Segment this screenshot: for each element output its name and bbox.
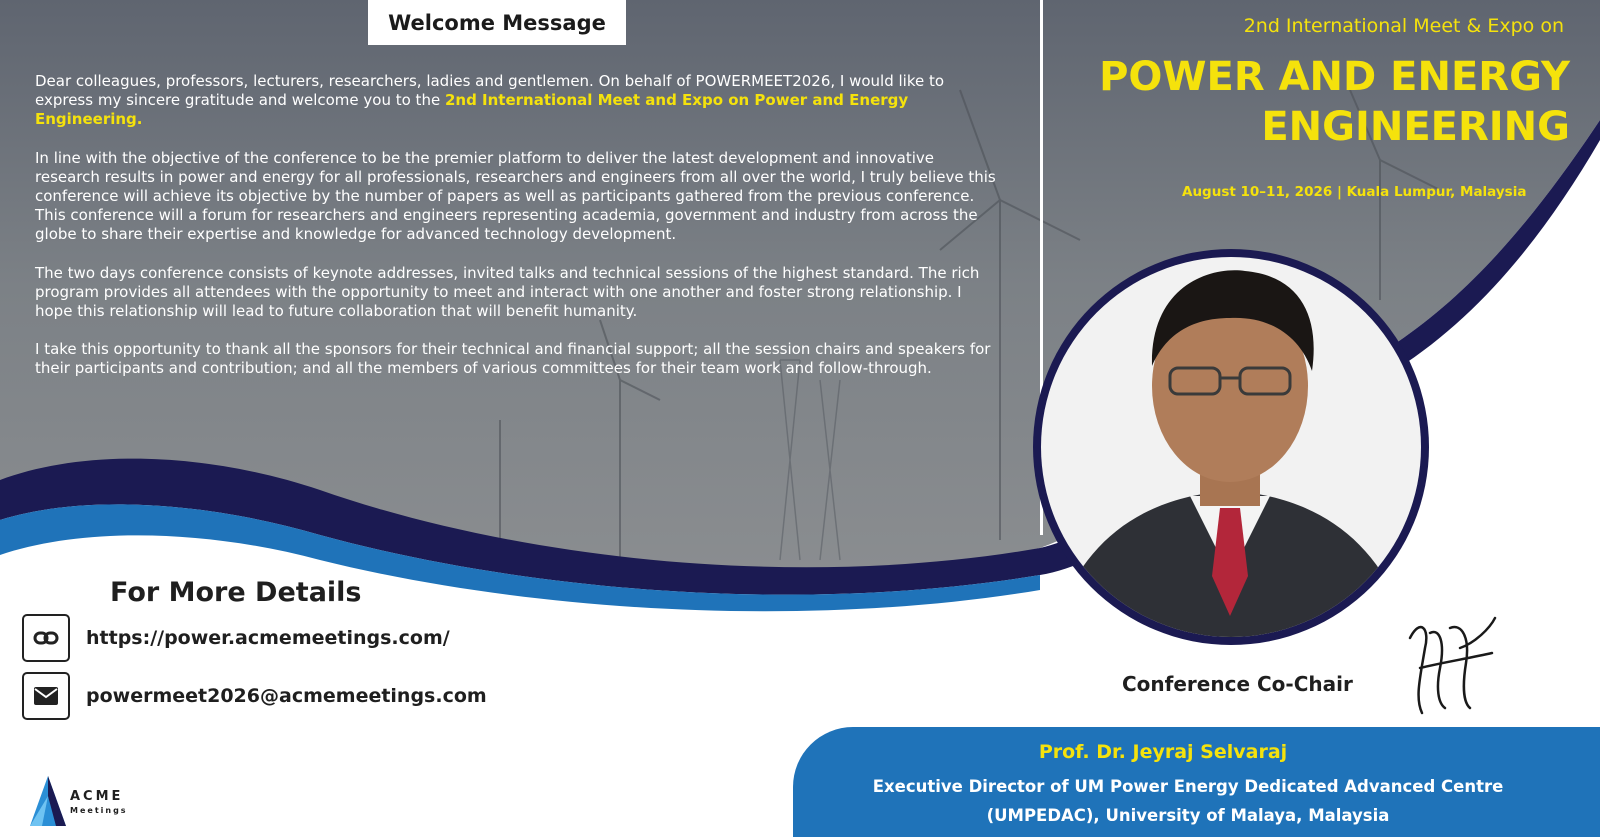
letter-paragraph-4: I take this opportunity to thank all the sponsors for their technical and financial support; all the session chairs and speakers for their participants and contribution; and all the members of various committees for their team work and follow-through. — [35, 340, 991, 378]
welcome-message-tab: Welcome Message — [368, 0, 626, 45]
link-icon — [22, 614, 70, 662]
mail-icon — [22, 672, 70, 720]
welcome-letter — [35, 72, 1000, 398]
chair-portrait — [1030, 246, 1432, 648]
letter-paragraph-2: In line with the objective of the conference to be the premier platform to deliver the latest development and innovative research results in power and energy for all professionals, researchers and engineers from all over the world, I truly believe this conference will achieve its objective by the number of papers as well as participants gathered from the previous conference. This conference will a forum for researchers and engineers representing academia, government and industry from across the globe to share their expertise and knowledge for advanced technology development. — [35, 148, 996, 244]
logo-subtitle: Meetings — [70, 806, 128, 815]
signature-image — [1400, 608, 1500, 720]
conference-highlight: 2nd International Meet and Expo on Power and Energy Engineering. — [35, 91, 909, 129]
details-heading: For More Details — [110, 577, 362, 608]
chair-position: Executive Director of UM Power Energy Dedicated Advanced Centre (UMPEDAC), University of Malaya, Malaysia — [872, 777, 1504, 825]
website-row[interactable] — [22, 614, 450, 662]
chair-name: Prof. Dr. Jeyraj Selvaraj — [1038, 741, 1288, 763]
co-chair-label: Conference Co-Chair — [1122, 672, 1353, 696]
website-link[interactable]: https://power.acmemeetings.com/ — [86, 627, 450, 649]
letter-paragraph-3: The two days conference consists of keynote addresses, invited talks and technical sessions of the highest standard. The rich program provides all attendees with the opportunity to meet and interact with one another and foster strong relationship. I hope this relationship will lead to future collaboration that will benefit humanity. — [35, 263, 980, 321]
email-row[interactable] — [22, 672, 487, 720]
conference-date-location: August 10–11, 2026 | Kuala Lumpur, Malaysia — [1182, 184, 1527, 200]
conference-subtitle: 2nd International Meet & Expo on — [1243, 15, 1564, 37]
email-link[interactable]: powermeet2026@acmemeetings.com — [86, 685, 487, 707]
logo-name: ACME — [70, 789, 124, 804]
letter-paragraph-1-text: Dear colleagues, professors, lecturers, researchers, ladies and gentlemen. On behalf of POWERMEET2026, I would like to express my sincere gratitude and welcome you to the — [35, 72, 945, 110]
conference-title: POWER AND ENERGY ENGINEERING — [1099, 54, 1570, 150]
letter-paragraph-1 — [35, 72, 1000, 130]
